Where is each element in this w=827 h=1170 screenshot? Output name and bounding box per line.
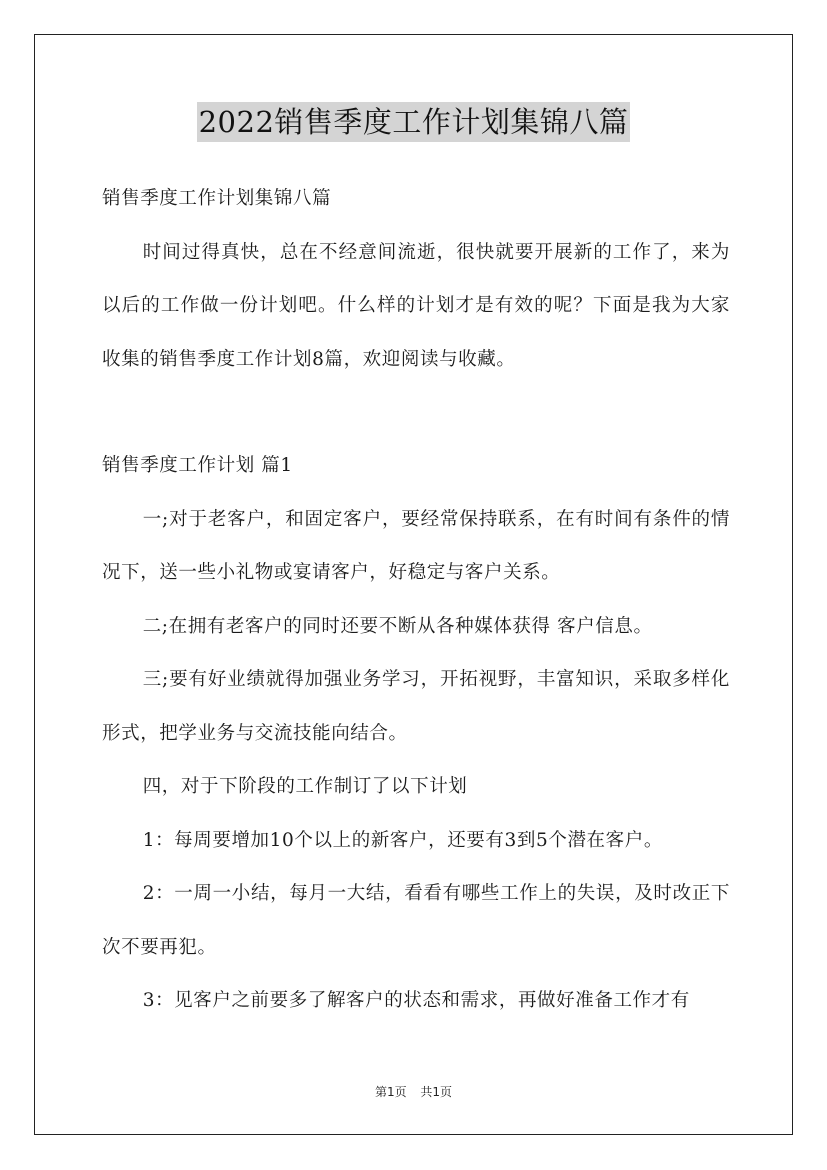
paragraph-1: 一;对于老客户，和固定客户，要经常保持联系，在有时间有条件的情况下，送一些小礼物或宴请客户，好稳定与客户关系。 — [102, 508, 730, 583]
title-container — [0, 102, 827, 142]
paragraph-gap — [102, 386, 730, 439]
paragraph-4: 四，对于下阶段的工作制订了以下计划 — [142, 776, 468, 797]
document-title: 2022销售季度工作计划集锦八篇 — [197, 102, 631, 142]
paragraph-7: 3：见客户之前要多了解客户的状态和需求，再做好准备工作才有 — [142, 990, 690, 1011]
page-footer — [0, 1083, 827, 1100]
document-subtitle: 销售季度工作计划集锦八篇 — [102, 188, 332, 209]
paragraph-3: 三;要有好业绩就得加强业务学习，开拓视野，丰富知识，采取多样化形式，把学业务与交流技能向结合。 — [102, 669, 730, 744]
paragraph-6: 2：一周一小结，每月一大结，看看有哪些工作上的失误，及时改正下次不要再犯。 — [102, 883, 730, 958]
paragraph-5: 1：每周要增加10个以上的新客户，还要有3到5个潜在客户。 — [142, 829, 663, 851]
section-heading: 销售季度工作计划 篇1 — [102, 455, 293, 476]
paragraph-2: 二;在拥有老客户的同时还要不断从各种媒体获得 客户信息。 — [142, 615, 653, 637]
page-number-total: 共1页 — [420, 1085, 453, 1099]
intro-paragraph: 时间过得真快，总在不经意间流逝，很快就要开展新的工作了，来为以后的工作做一份计划吧。什么样的计划才是有效的呢？下面是我为大家收集的销售季度工作计划8篇，欢迎阅读与收藏。 — [102, 241, 730, 370]
page-number-current: 第1页 — [374, 1085, 407, 1099]
document-body — [102, 172, 730, 1028]
